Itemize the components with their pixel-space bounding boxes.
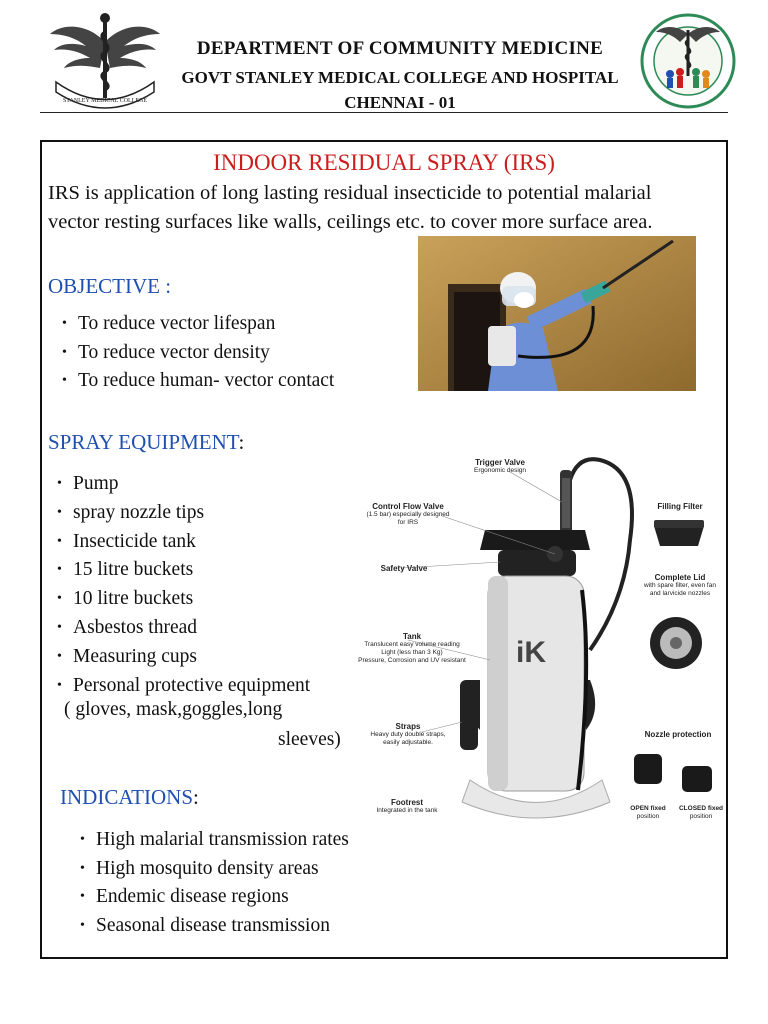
brand-mark: iK (516, 636, 546, 669)
closed-fixed-label: CLOSED fixed position (678, 805, 724, 820)
tank-label: Tank Translucent easy volume reading Light (less than 3 Kg) Pressure, Corrosion and UV resistant (358, 632, 466, 664)
intro-paragraph: IRS is application of long lasting residual insecticide to potential malarial vector resting surfaces like walls, ceilings etc. to cover more surface area. (48, 182, 653, 233)
spray-equipment-list (55, 470, 375, 700)
spray-equipment-heading: SPRAY EQUIPMENT: (48, 430, 245, 454)
spraying-worker-photo (418, 236, 696, 391)
list-item: • Personal protective equipment (55, 672, 375, 701)
list-item: • To reduce human- vector contact (60, 367, 334, 396)
list-item: • Measuring cups (55, 643, 375, 672)
svg-text:STANLEY MEDICAL COLLEGE: STANLEY MEDICAL COLLEGE (62, 98, 148, 104)
header-college: GOVT STANLEY MEDICAL COLLEGE AND HOSPITAL (181, 68, 619, 87)
straps-label: Straps Heavy duty double straps, easily adjustable. (370, 722, 446, 746)
department-seal-right-logo (640, 12, 736, 110)
header-city: CHENNAI - 01 (344, 93, 456, 112)
list-item: • High malarial transmission rates (78, 826, 349, 855)
footrest-label: Footrest Integrated in the tank (376, 798, 438, 814)
list-item: • Pump (55, 470, 375, 499)
filling-filter-label: Filling Filter (657, 502, 703, 511)
open-fixed-label: OPEN fixed position (630, 805, 666, 820)
ppe-detail-line-2: sleeves) (278, 729, 341, 750)
trigger-valve-label: Trigger Valve Ergonomic design (473, 458, 527, 474)
list-item: • Asbestos thread (55, 614, 375, 643)
list-item: • To reduce vector lifespan (60, 310, 334, 339)
header-divider (40, 112, 728, 113)
page-title: INDOOR RESIDUAL SPRAY (IRS) (213, 150, 555, 175)
indications-list (78, 826, 349, 940)
objective-list (60, 310, 334, 396)
list-item: • 10 litre buckets (55, 585, 375, 614)
safety-valve-label: Safety Valve (380, 564, 428, 573)
list-item: • Insecticide tank (55, 528, 375, 557)
list-item: • To reduce vector density (60, 339, 334, 368)
control-flow-valve-label: Control Flow Valve (1.5 bar) especially designed for IRS (366, 502, 450, 526)
list-item: • Endemic disease regions (78, 883, 349, 912)
objective-heading: OBJECTIVE : (48, 274, 172, 298)
header-department: DEPARTMENT OF COMMUNITY MEDICINE (196, 38, 604, 59)
list-item: • High mosquito density areas (78, 855, 349, 884)
sprayer-equipment-diagram (350, 450, 730, 830)
indications-heading: INDICATIONS: (60, 785, 199, 809)
college-emblem-left-logo (46, 12, 164, 112)
list-item: • Seasonal disease transmission (78, 912, 349, 941)
list-item: • spray nozzle tips (55, 499, 375, 528)
nozzle-protection-label: Nozzle protection (644, 730, 712, 739)
ppe-detail-line-1: ( gloves, mask,goggles,long (64, 699, 283, 720)
list-item: • 15 litre buckets (55, 556, 375, 585)
complete-lid-label: Complete Lid with spare filter, even fan and larvicide nozzles (644, 573, 716, 597)
